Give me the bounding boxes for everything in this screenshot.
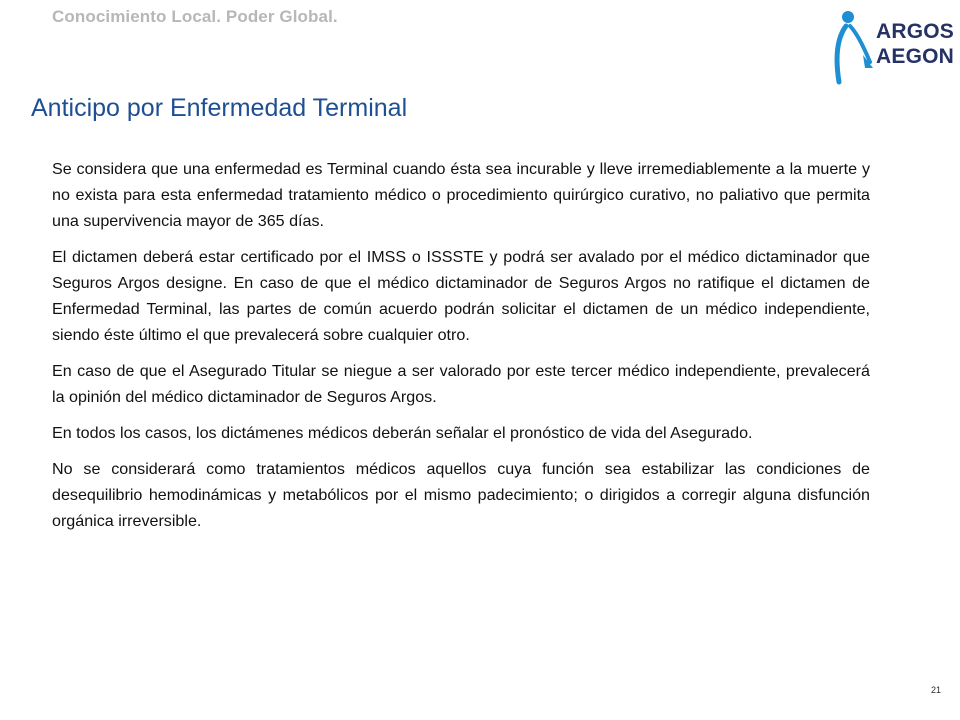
page-number: 21 [931, 685, 942, 695]
slide-body [52, 156, 870, 544]
body-paragraph-4: En todos los casos, los dictámenes médicos deberán señalar el pronóstico de vida del Asegurado. [52, 424, 753, 442]
tagline: Conocimiento Local. Poder Global. [52, 7, 338, 26]
slide-title: Anticipo por Enfermedad Terminal [31, 94, 408, 122]
body-paragraph-5: No se considerará como tratamientos médicos aquellos cuya función sea estabilizar las condiciones de desequilibrio hemodinámicas y metabólicos por el mismo padecimiento; o dirigidos a corregir alguna disfunción orgánica irreversible. [52, 460, 870, 530]
logo-line-argos: ARGOS [876, 20, 955, 43]
body-paragraph-3: En caso de que el Asegurado Titular se niegue a ser valorado por este tercer médico independiente, prevalecerá la opinión del médico dictaminador de Seguros Argos. [52, 362, 870, 406]
body-paragraph-2: El dictamen deberá estar certificado por el IMSS o ISSSTE y podrá ser avalado por el médico dictaminador que Seguros Argos designe. En caso de que el médico dictaminador de Seguros Argos no ratifique el dictamen de Enfermedad Terminal, las partes de común acuerdo podrán solicitar el dictamen de un médico independiente, siendo éste último el que prevalecerá sobre cualquier otro. [52, 248, 870, 344]
logo-line-aegon: AEGON [876, 45, 955, 68]
argos-aegon-logo [834, 10, 954, 86]
body-paragraph-1: Se considera que una enfermedad es Terminal cuando ésta sea incurable y lleve irremediablemente a la muerte y no exista para esta enfermedad tratamiento médico o procedimiento quirúrgico curativo, no paliativo que permita una supervivencia mayor de 365 días. [52, 160, 870, 230]
logo-symbol-icon [834, 10, 874, 86]
